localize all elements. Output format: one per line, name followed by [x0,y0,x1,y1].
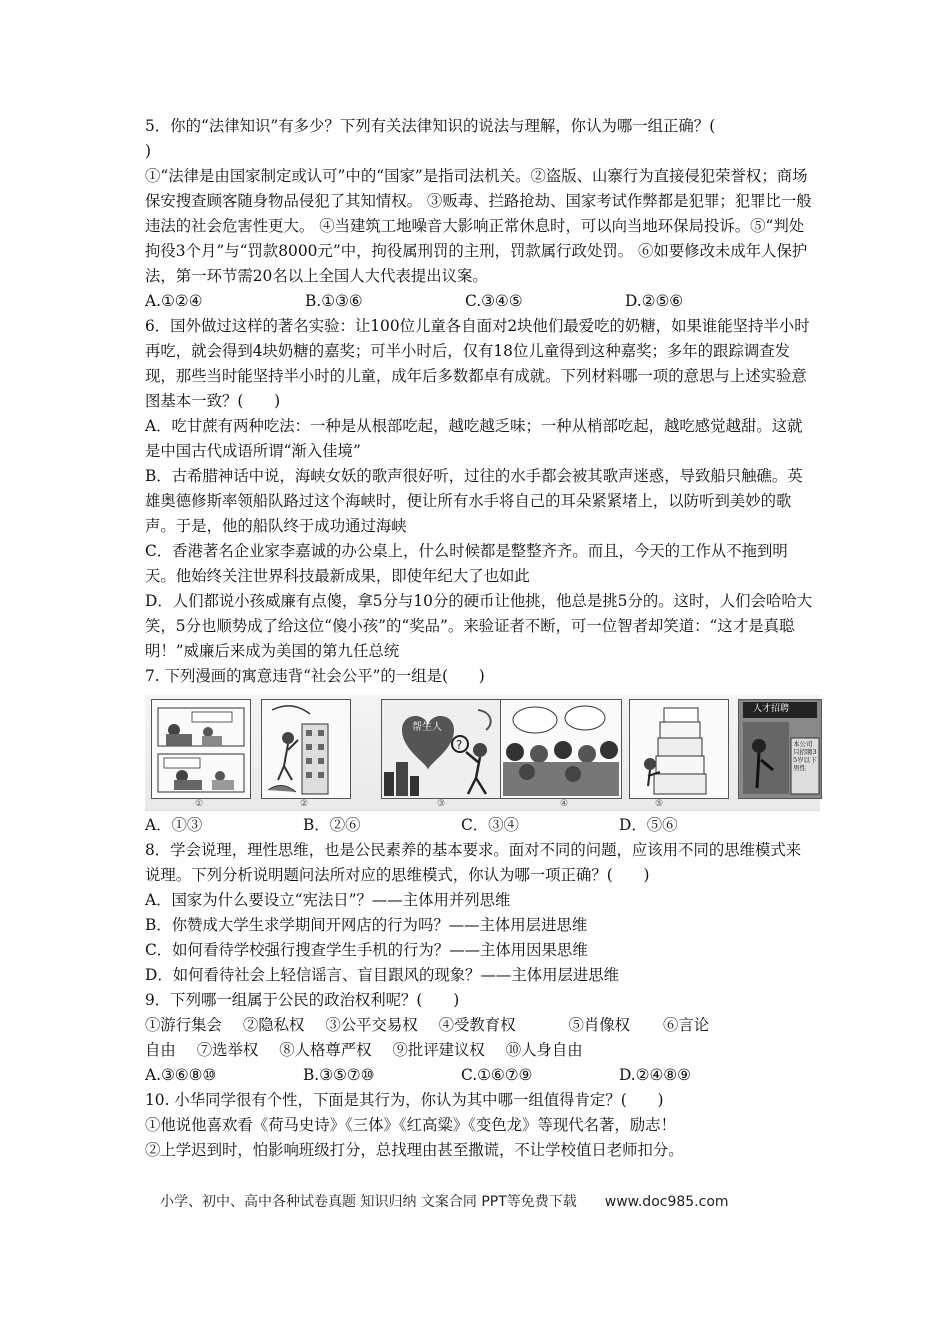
q9-stem: 9．下列哪一组属于公民的政治权利呢？( ) [145,991,460,1009]
q9-option-a: A.③⑥⑧⑩ [145,1066,217,1084]
comic-strip [145,695,820,811]
comic-panel-2 [261,699,351,799]
q5-options [145,289,815,314]
q9-right-4: ④受教育权 [438,1016,516,1034]
q7-option-a: A．①③ [145,816,203,834]
comic-panel-6-sign: 本公司只招聘35岁以下男性 [793,740,817,772]
q9-option-b: B.③⑤⑦⑩ [303,1066,375,1084]
q9-right-1: ①游行集会 [145,1016,222,1034]
q10-stem: 10. 小华同学很有个性，下面是其行为，你认为其中哪一组值得肯定？( ) [145,1091,664,1109]
q10-item-2: ②上学迟到时，怕影响班级打分，总找理由甚至撒谎，不让学校值日老师扣分。 [145,1141,684,1159]
q6-stem: 6．国外做过这样的著名实验：让100位儿童各自面对2块他们最爱吃的奶糖，如果谁能坚持半小时再吃，就会得到4块奶糖的嘉奖；可半小时后，仅有18位儿童得到这种嘉奖；多年的跟踪调查发现，那些当时能坚持半小时的儿童，成年后多数都卓有成就。下列材料哪一项的意思与上述实验意图基本一致？( ) [145,317,810,410]
q9-right-8: ⑧人格尊严权 [279,1041,372,1059]
comic-panel-6 [738,699,822,799]
q10-item-1: ①他说他喜欢看《荷马史诗》《三体》《红高粱》《变色龙》等现代名著，励志！ [145,1116,676,1134]
q9-right-2: ②隐私权 [242,1016,305,1034]
q7-option-b: B．②⑥ [303,816,361,834]
q6-option-c: C．香港著名企业家李嘉诚的办公桌上，什么时候都是整整齐齐。而且，今天的工作从不拖到明天。他始终关注世界科技最新成果，即使年纪大了也如此 [145,542,788,585]
q7-stem: 7. 下列漫画的寓意违背“社会公平”的一组是( ) [145,667,485,685]
comic-panel-1-drawing [152,700,250,798]
q9-right-10: ⑩人身自由 [505,1041,583,1059]
q9-right-3: ③公平交易权 [325,1016,418,1034]
comic-panel-3-text: 帮生人 [412,722,442,733]
comic-panel-3-drawing [382,700,504,798]
q5-option-b: B.①③⑥ [305,292,363,310]
q5-stem: 5．你的“法律知识”有多少？下列有关法律知识的说法与理解，你认为哪一组正确？( [145,117,716,135]
q9-right-7: ⑦选举权 [196,1041,259,1059]
q9-options [145,1063,815,1088]
q5-option-a: A.①②④ [145,292,203,310]
q7-options [145,813,815,838]
q5-option-c: C.③④⑤ [465,292,523,310]
q5-body: ①“法律是由国家制定或认可”中的“国家”是指司法机关。②盗版、山寨行为直接侵犯荣誉权；商场保安搜查顾客随身物品侵犯了其知情权。 ③贩毒、拦路抢劫、国家考试作弊都是犯罪；犯罪比一般违法的社会危害性更大。 ④当建筑工地噪音大影响正常休息时，可以向当地环保局投诉。⑤“判处拘役3个月”与“罚款8000元”中，拘役属刑罚的主刑，罚款属行政处罚。 ⑥如要修改未成年人保护法，第一环节需20名以上全国人大代表提出议案。 [145,167,812,285]
comic-panel-6-banner: 人才招聘 [753,704,790,714]
q6-option-d: D．人们都说小孩威廉有点傻，拿5分与10分的硬币让他挑，他总是挑5分的。这时，人们会哈哈大笑，5分也顺势成了给这位“傻小孩”的“奖品”。来验证者不断，可一位智者却笑道：“这才是真聪明！”威廉后来成为美国的第九任总统 [145,592,813,660]
q7-option-c: C．③④ [461,816,519,834]
q8-option-c: C．如何看待学校强行搜查学生手机的行为？——主体用因果思维 [145,941,588,959]
q9-right-9: ⑨批评建议权 [392,1041,485,1059]
q8-option-b: B．你赞成大学生求学期间开网店的行为吗？——主体用层进思维 [145,916,588,934]
q8-option-a: A．国家为什么要设立“宪法日”？——主体用并列思维 [145,891,511,909]
svg-text:?: ? [456,738,463,752]
comic-panel-4-label: ④ [560,799,569,809]
q6-option-b: B．古希腊神话中说，海峡女妖的歌声很好听，过往的水手都会被其歌声迷惑，导致船只触礁。英雄奥德修斯率领船队路过这个海峡时，便让所有水手将自己的耳朵紧紧堵上，以防听到美妙的歌声。于是，他的船队终于成功通过海峡 [145,467,803,535]
q8-option-d: D．如何看待社会上轻信谣言、盲目跟风的现象？——主体用层进思维 [145,966,620,984]
q9-option-d: D.②④⑧⑨ [619,1066,691,1084]
q9-right-6: ⑥言论 [662,1016,710,1034]
comic-panel-2-drawing [262,700,350,798]
q7-option-d: D．⑤⑥ [619,816,678,834]
q9-rights-line-1 [145,1013,815,1038]
exam-page [145,114,815,1163]
q5-stem-close: ) [145,142,152,160]
comic-panel-1-label: ① [195,799,204,809]
comic-panel-1 [151,699,251,799]
q8-stem: 8．学会说理，理性思维，也是公民素养的基本要求。面对不同的问题，应该用不同的思维模式来说理。下列分析说明题问法所对应的思维模式，你认为哪一项正确？( ) [145,841,802,884]
comic-panel-5-drawing [630,700,728,798]
comic-panel-3-label: ③ [437,799,446,809]
comic-panel-3 [381,699,505,799]
comic-panel-2-label: ② [300,799,309,809]
q9-option-c: C.①⑥⑦⑨ [461,1066,533,1084]
q6-option-a: A．吃甘蔗有两种吃法：一种是从根部吃起，越吃越乏味；一种从梢部吃起，越吃感觉越甜。这就是中国古代成语所谓“渐入佳境” [145,417,803,460]
comic-panel-5 [629,699,729,799]
comic-panel-4 [500,699,622,799]
comic-panel-5-label: ⑤ [655,799,664,809]
q5-option-d: D.②⑤⑥ [625,292,684,310]
comic-panel-4-drawing [501,700,621,798]
q9-rights-line-2 [145,1038,815,1063]
q9-right-5: ⑤肖像权 [568,1016,631,1034]
q9-right-6-cont: 自由 [145,1041,176,1059]
page-footer: 小学、初中、高中各种试卷真题 知识归纳 文案合同 PPT等免费下载 www.doc985.com [160,1194,729,1210]
